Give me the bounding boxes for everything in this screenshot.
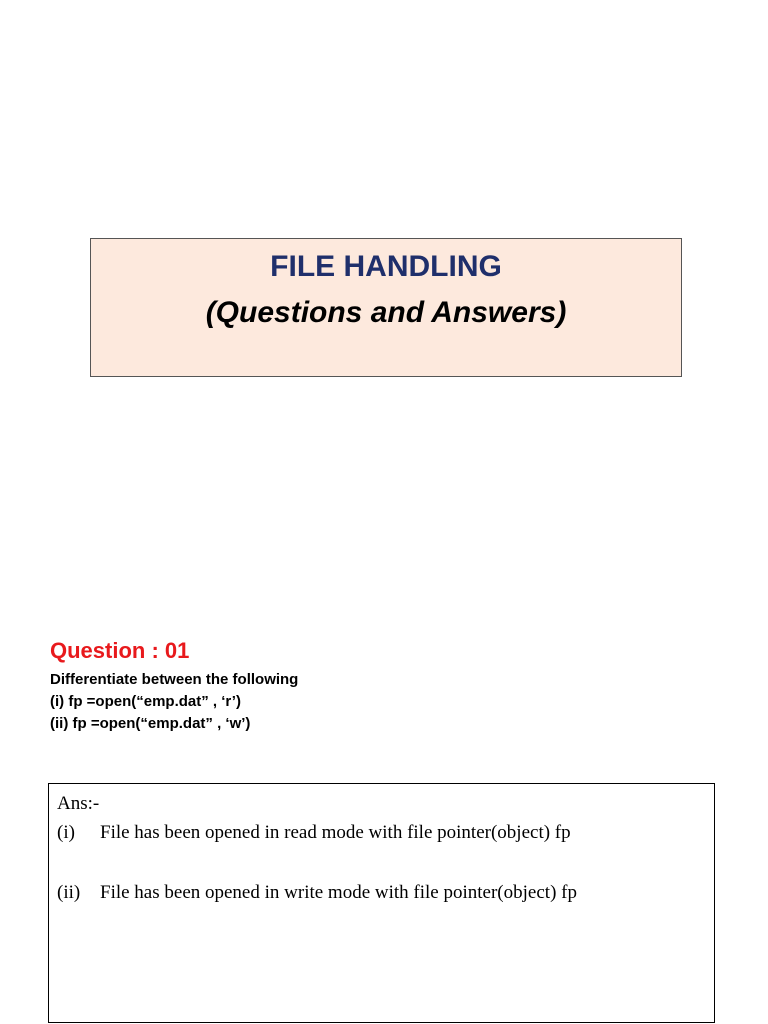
page-title: FILE HANDLING: [270, 250, 502, 283]
answer-item: [57, 821, 571, 845]
answer-item-text: File has been opened in read mode with file pointer(object) fp: [100, 822, 571, 843]
answer-box: [48, 783, 715, 1023]
question-text: Differentiate between the following: [50, 671, 299, 688]
question-option-ii: (ii) fp =open(“emp.dat” , ‘w’): [50, 715, 251, 732]
page-subtitle: (Questions and Answers): [205, 296, 567, 329]
question-option-i: (i) fp =open(“emp.dat” , ‘r’): [50, 693, 241, 710]
answer-item: [57, 881, 577, 905]
answer-item-number: (ii): [57, 882, 81, 903]
answer-item-text: File has been opened in write mode with file pointer(object) fp: [100, 882, 577, 903]
answer-item-number: (i): [57, 822, 75, 843]
answer-label: Ans:-: [57, 793, 100, 814]
question-heading: Question : 01: [50, 638, 190, 663]
title-box: [90, 238, 682, 377]
